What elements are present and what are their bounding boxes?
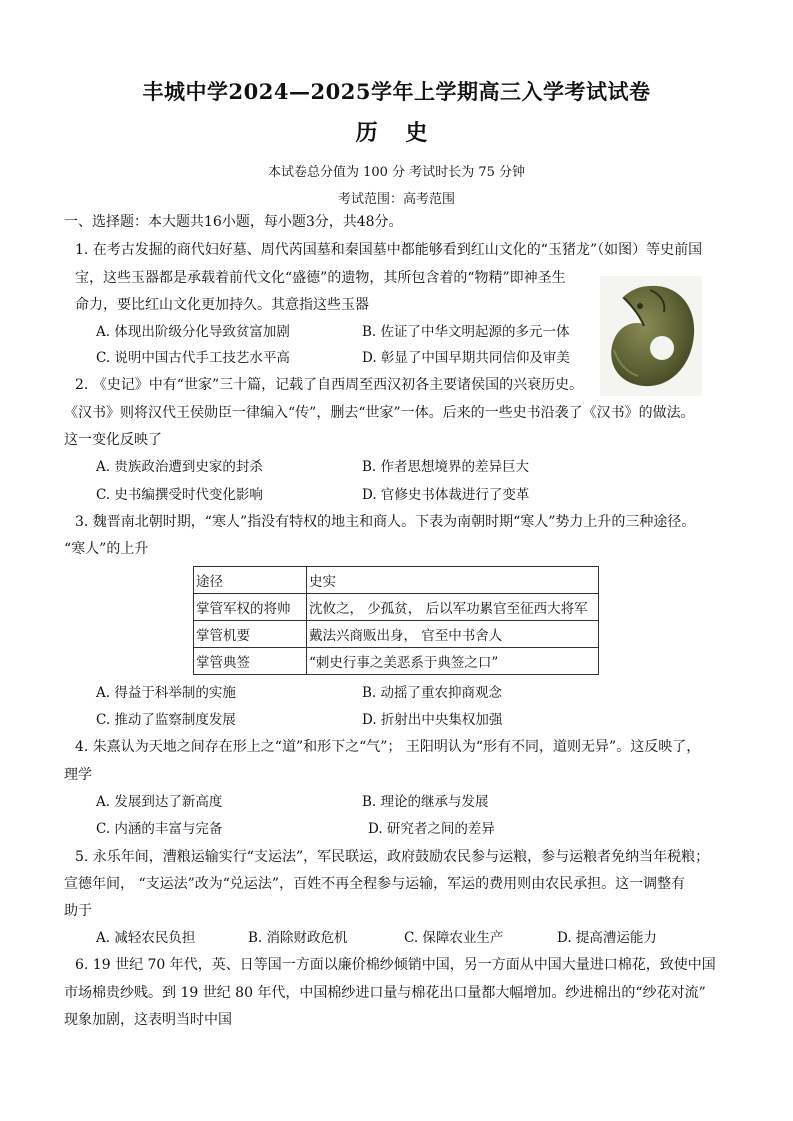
q4-option-c[interactable]: C. 内涵的丰富与完备 — [96, 821, 223, 837]
table-header-cell: 史实 — [307, 567, 599, 594]
q4-option-d[interactable]: D. 研究者之间的差异 — [368, 821, 495, 837]
q5-option-b[interactable]: B. 消除财政危机 — [248, 930, 348, 946]
q2-option-c[interactable]: C. 史书编撰受时代变化影响 — [96, 487, 263, 503]
table-cell: 掌管军权的将帅 — [194, 594, 307, 621]
q2-option-d[interactable]: D. 官修史书体裁进行了变革 — [362, 487, 530, 503]
q5-stem-line: 助于 — [64, 903, 92, 919]
table-cell: 掌管机要 — [194, 621, 307, 648]
table-row — [194, 621, 599, 648]
q3-stem-line: “寒人”的上升 — [64, 541, 149, 557]
q1-stem-line: 宝，这些玉器都是承载着前代文化“盛德”的遗物，其所包含着的“物精”即神圣生 — [75, 270, 566, 286]
q4-stem-line: 理学 — [64, 767, 92, 783]
q3-stem-line: 3. 魏晋南北朝时期，“寒人”指没有特权的地主和商人。下表为南朝时期“寒人”势力上升的三种途径。 — [75, 514, 696, 530]
q1-option-a[interactable]: A. 体现出阶级分化导致贫富加剧 — [96, 324, 290, 340]
q3-option-b[interactable]: B. 动摇了重农抑商观念 — [362, 685, 503, 701]
q1-option-d[interactable]: D. 彰显了中国早期共同信仰及审美 — [362, 350, 570, 366]
q3-option-a[interactable]: A. 得益于科举制的实施 — [96, 685, 236, 701]
exam-title: 丰城中学2024—2025学年上学期高三入学考试试卷 — [142, 79, 651, 104]
q1-stem-line: 命力，要比红山文化更加持久。其意指这些玉器 — [75, 297, 369, 313]
table-cell: 沈攸之， 少孤贫， 后以军功累官至征西大将军 — [307, 594, 599, 621]
q4-stem-line: 4. 朱熹认为天地之间存在形上之“道”和形下之“气”； 王阳明认为“形有不同，道则无异”。这反映了， — [75, 739, 701, 755]
q4-option-a[interactable]: A. 发展到达了新高度 — [96, 794, 223, 810]
jade-pig-dragon-image — [600, 276, 702, 396]
q5-option-d[interactable]: D. 提高漕运能力 — [557, 930, 657, 946]
q1-stem-line: 1. 在考古发掘的商代妇好墓、周代芮国墓和秦国墓中都能够看到红山文化的“玉猪龙”（如图）等史前国 — [75, 242, 703, 258]
q2-stem-line: 《汉书》则将汉代王侯勋臣一律编入“传”，删去“世家”一体。后来的一些史书沿袭了《汉书》的做法。 — [64, 405, 695, 421]
table-row — [194, 648, 599, 675]
table-cell: 戴法兴商贩出身， 官至中书舍人 — [307, 621, 599, 648]
score-time-line: 本试卷总分值为 100 分 考试时长为 75 分钟 — [267, 165, 526, 180]
q3-table — [193, 566, 599, 675]
q6-stem-line: 现象加剧，这表明当时中国 — [64, 1012, 232, 1028]
q2-option-a[interactable]: A. 贵族政治遭到史家的封杀 — [96, 459, 263, 475]
q5-stem-line: 宣德年间， “支运法”改为“兑运法”，百姓不再全程参与运输，军运的费用则由农民承担。这一调整有 — [64, 876, 686, 892]
table-header-row — [194, 567, 599, 594]
q2-stem-line: 这一变化反映了 — [64, 432, 162, 448]
table-header-cell: 途径 — [194, 567, 307, 594]
q1-option-b[interactable]: B. 佐证了中华文明起源的多元一体 — [362, 324, 570, 340]
table-cell: “刺史行事之美恶系于典签之口” — [307, 648, 599, 675]
q6-stem-line: 6. 19 世纪 70 年代，英、日等国一方面以廉价棉纱倾销中国，另一方面从中国大量进口棉花，致使中国 — [75, 957, 716, 973]
q5-stem-line: 5. 永乐年间，漕粮运输实行“支运法”，军民联运，政府鼓励农民参与运粮，参与运粮者免纳当年税粮； — [75, 849, 710, 865]
q3-option-c[interactable]: C. 推动了监察制度发展 — [96, 712, 236, 728]
q5-option-a[interactable]: A. 减轻农民负担 — [96, 930, 196, 946]
table-row — [194, 594, 599, 621]
q4-option-b[interactable]: B. 理论的继承与发展 — [362, 794, 489, 810]
q2-stem-line: 2. 《史记》中有“世家”三十篇，记载了自西周至西汉初各主要诸侯国的兴衰历史。 — [75, 377, 584, 393]
q5-option-c[interactable]: C. 保障农业生产 — [404, 930, 504, 946]
subject-title: 历 史 — [355, 120, 438, 146]
section-heading: 一、选择题：本大题共16小题，每小题3分，共48分。 — [64, 214, 403, 230]
table-cell: 掌管典签 — [194, 648, 307, 675]
q3-option-d[interactable]: D. 折射出中央集权加强 — [362, 712, 503, 728]
q6-stem-line: 市场棉贵纱贱。到 19 世纪 80 年代，中国棉纱进口量与棉花出口量都大幅增加。纱进棉出的“纱花对流” — [64, 985, 706, 1001]
q1-option-c[interactable]: C. 说明中国古代手工技艺水平高 — [96, 350, 290, 366]
q2-option-b[interactable]: B. 作者思想境界的差异巨大 — [362, 459, 530, 475]
exam-scope-line: 考试范围：高考范围 — [337, 192, 455, 207]
